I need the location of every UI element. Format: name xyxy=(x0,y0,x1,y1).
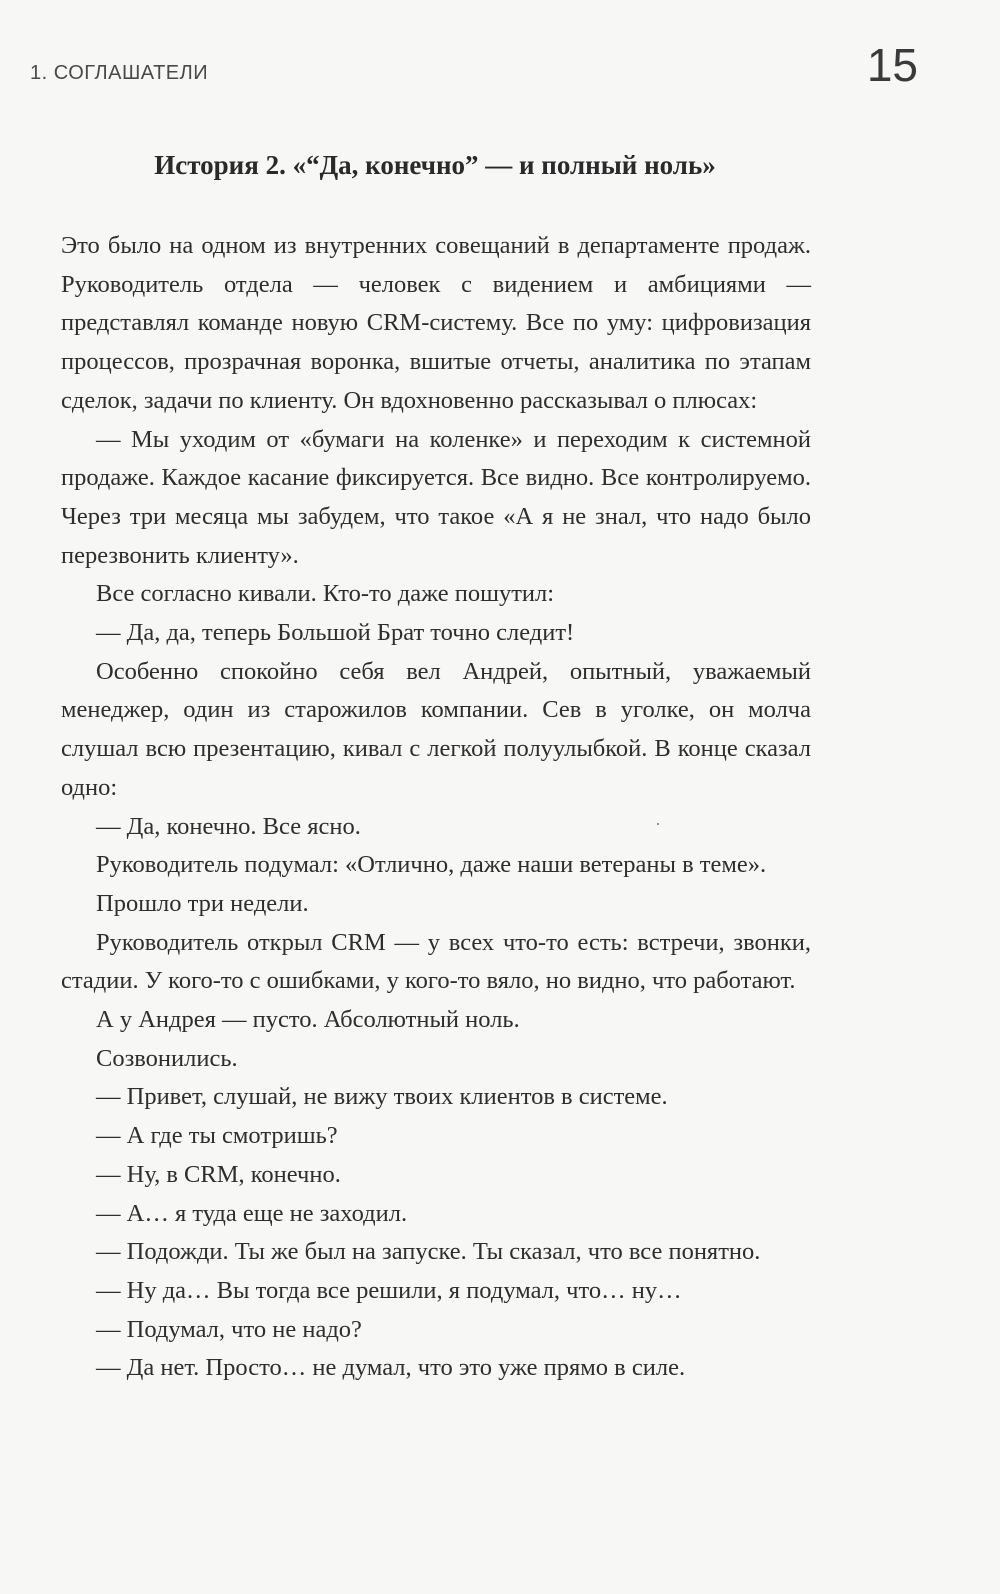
paragraph: — Мы уходим от «бумаги на коленке» и переходим к системной продаже. Каждое касание фиксируется. Все видно. Все контролируемо. Через три месяца мы забудем, что такое «А я не знал, что надо было перезвонить клиенту». xyxy=(61,425,811,569)
paragraph: Особенно спокойно себя вел Андрей, опытный, уважаемый менеджер, один из старожилов компании. Сев в уголке, он молча слушал всю презентацию, кивал с легкой полуулыбкой. В конце сказал одно: xyxy=(61,657,811,801)
paragraph: А у Андрея — пусто. Абсолютный ноль. xyxy=(96,1006,520,1034)
print-speck xyxy=(657,823,659,825)
paragraph: — Ну, в CRM, конечно. xyxy=(96,1160,341,1188)
paragraph: Созвонились. xyxy=(96,1044,238,1072)
page-number: 15 xyxy=(866,39,918,91)
paragraph: — Подожди. Ты же был на запуске. Ты сказал, что все понятно. xyxy=(96,1238,761,1266)
paragraph: — Подумал, что не надо? xyxy=(96,1315,362,1343)
paragraph: — А… я туда еще не заходил. xyxy=(96,1199,408,1227)
paragraph: — Ну да… Вы тогда все решили, я подумал, что… ну… xyxy=(96,1276,682,1304)
story-title: История 2. «“Да, конечно” — и полный ноль» xyxy=(154,150,716,180)
paragraph: Руководитель открыл CRM — у всех что-то есть: встречи, звонки, стадии. У кого-то с ошибками, у кого-то вяло, но видно, что работают. xyxy=(61,928,811,995)
paragraph: Это было на одном из внутренних совещаний в департаменте продаж. Руководитель отдела — человек с видением и амбициями — представлял команде новую CRM-систему. Все по уму: цифровизация процессов, прозрачная воронка, вшитые отчеты, аналитика по этапам сделок, задачи по клиенту. Он вдохновенно рассказывал о плюсах: xyxy=(61,232,811,414)
paragraph: — Да, конечно. Все ясно. xyxy=(96,812,361,840)
paragraph: — Да, да, теперь Большой Брат точно следит! xyxy=(96,619,575,647)
paragraph: Руководитель подумал: «Отлично, даже наши ветераны в теме». xyxy=(96,851,767,879)
running-head: 1. СОГЛАШАТЕЛИ xyxy=(30,62,209,84)
paragraph: Прошло три недели. xyxy=(96,889,309,917)
paragraph: Все согласно кивали. Кто-то даже пошутил: xyxy=(96,580,555,608)
paragraph: — Привет, слушай, не вижу твоих клиентов в системе. xyxy=(96,1083,668,1111)
story-body xyxy=(61,227,811,1388)
paragraph: — Да нет. Просто… не думал, что это уже прямо в силе. xyxy=(96,1354,686,1382)
paragraph: — А где ты смотришь? xyxy=(96,1122,338,1150)
